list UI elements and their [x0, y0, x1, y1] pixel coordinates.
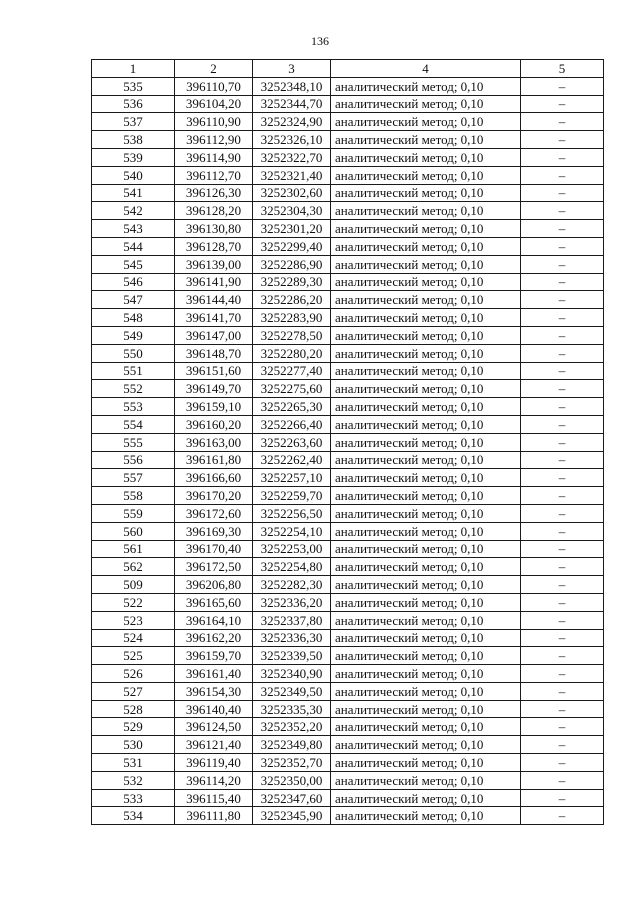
y-coordinate-cell: 3252282,30	[253, 576, 331, 594]
method-cell: аналитический метод; 0,10	[331, 754, 521, 772]
point-number-cell: 551	[92, 362, 175, 380]
point-number-cell: 535	[92, 77, 175, 95]
point-number-cell: 560	[92, 522, 175, 540]
method-cell: аналитический метод; 0,10	[331, 184, 521, 202]
x-coordinate-cell: 396128,70	[175, 237, 253, 255]
note-cell: –	[521, 326, 604, 344]
table-row	[92, 558, 604, 576]
column-header-2: 2	[175, 60, 253, 78]
note-cell: –	[521, 273, 604, 291]
method-cell: аналитический метод; 0,10	[331, 148, 521, 166]
y-coordinate-cell: 3252344,70	[253, 95, 331, 113]
column-header-4: 4	[331, 60, 521, 78]
point-number-cell: 534	[92, 807, 175, 825]
note-cell: –	[521, 148, 604, 166]
x-coordinate-cell: 396148,70	[175, 344, 253, 362]
x-coordinate-cell: 396159,10	[175, 398, 253, 416]
table-row	[92, 184, 604, 202]
table-row	[92, 273, 604, 291]
x-coordinate-cell: 396110,70	[175, 77, 253, 95]
point-number-cell: 547	[92, 291, 175, 309]
x-coordinate-cell: 396147,00	[175, 326, 253, 344]
note-cell: –	[521, 344, 604, 362]
method-cell: аналитический метод; 0,10	[331, 309, 521, 327]
point-number-cell: 530	[92, 736, 175, 754]
note-cell: –	[521, 558, 604, 576]
table-row	[92, 255, 604, 273]
table-row	[92, 611, 604, 629]
note-cell: –	[521, 522, 604, 540]
note-cell: –	[521, 291, 604, 309]
method-cell: аналитический метод; 0,10	[331, 255, 521, 273]
y-coordinate-cell: 3252302,60	[253, 184, 331, 202]
table-row	[92, 807, 604, 825]
table-row	[92, 362, 604, 380]
y-coordinate-cell: 3252286,90	[253, 255, 331, 273]
method-cell: аналитический метод; 0,10	[331, 540, 521, 558]
table-row	[92, 326, 604, 344]
y-coordinate-cell: 3252335,30	[253, 700, 331, 718]
table-body	[92, 77, 604, 824]
y-coordinate-cell: 3252304,30	[253, 202, 331, 220]
x-coordinate-cell: 396119,40	[175, 754, 253, 772]
y-coordinate-cell: 3252254,10	[253, 522, 331, 540]
x-coordinate-cell: 396124,50	[175, 718, 253, 736]
point-number-cell: 538	[92, 131, 175, 149]
y-coordinate-cell: 3252254,80	[253, 558, 331, 576]
y-coordinate-cell: 3252349,80	[253, 736, 331, 754]
x-coordinate-cell: 396141,90	[175, 273, 253, 291]
x-coordinate-cell: 396121,40	[175, 736, 253, 754]
method-cell: аналитический метод; 0,10	[331, 291, 521, 309]
y-coordinate-cell: 3252256,50	[253, 504, 331, 522]
note-cell: –	[521, 504, 604, 522]
y-coordinate-cell: 3252286,20	[253, 291, 331, 309]
y-coordinate-cell: 3252350,00	[253, 771, 331, 789]
method-cell: аналитический метод; 0,10	[331, 647, 521, 665]
point-number-cell: 556	[92, 451, 175, 469]
y-coordinate-cell: 3252289,30	[253, 273, 331, 291]
table-row	[92, 451, 604, 469]
note-cell: –	[521, 202, 604, 220]
x-coordinate-cell: 396162,20	[175, 629, 253, 647]
y-coordinate-cell: 3252301,20	[253, 220, 331, 238]
point-number-cell: 553	[92, 398, 175, 416]
table-row	[92, 309, 604, 327]
point-number-cell: 529	[92, 718, 175, 736]
table-row	[92, 148, 604, 166]
x-coordinate-cell: 396104,20	[175, 95, 253, 113]
y-coordinate-cell: 3252266,40	[253, 415, 331, 433]
method-cell: аналитический метод; 0,10	[331, 789, 521, 807]
method-cell: аналитический метод; 0,10	[331, 487, 521, 505]
note-cell: –	[521, 166, 604, 184]
point-number-cell: 522	[92, 593, 175, 611]
method-cell: аналитический метод; 0,10	[331, 558, 521, 576]
y-coordinate-cell: 3252347,60	[253, 789, 331, 807]
method-cell: аналитический метод; 0,10	[331, 344, 521, 362]
x-coordinate-cell: 396112,90	[175, 131, 253, 149]
point-number-cell: 557	[92, 469, 175, 487]
method-cell: аналитический метод; 0,10	[331, 611, 521, 629]
method-cell: аналитический метод; 0,10	[331, 77, 521, 95]
method-cell: аналитический метод; 0,10	[331, 771, 521, 789]
point-number-cell: 509	[92, 576, 175, 594]
y-coordinate-cell: 3252348,10	[253, 77, 331, 95]
table-row	[92, 398, 604, 416]
method-cell: аналитический метод; 0,10	[331, 220, 521, 238]
x-coordinate-cell: 396164,10	[175, 611, 253, 629]
method-cell: аналитический метод; 0,10	[331, 576, 521, 594]
note-cell: –	[521, 611, 604, 629]
point-number-cell: 552	[92, 380, 175, 398]
x-coordinate-cell: 396110,90	[175, 113, 253, 131]
y-coordinate-cell: 3252336,30	[253, 629, 331, 647]
note-cell: –	[521, 415, 604, 433]
point-number-cell: 524	[92, 629, 175, 647]
point-number-cell: 554	[92, 415, 175, 433]
note-cell: –	[521, 237, 604, 255]
x-coordinate-cell: 396172,60	[175, 504, 253, 522]
method-cell: аналитический метод; 0,10	[331, 95, 521, 113]
x-coordinate-cell: 396163,00	[175, 433, 253, 451]
x-coordinate-cell: 396160,20	[175, 415, 253, 433]
y-coordinate-cell: 3252340,90	[253, 665, 331, 683]
note-cell: –	[521, 576, 604, 594]
note-cell: –	[521, 540, 604, 558]
method-cell: аналитический метод; 0,10	[331, 362, 521, 380]
note-cell: –	[521, 255, 604, 273]
method-cell: аналитический метод; 0,10	[331, 380, 521, 398]
note-cell: –	[521, 113, 604, 131]
table-row	[92, 202, 604, 220]
point-number-cell: 543	[92, 220, 175, 238]
note-cell: –	[521, 487, 604, 505]
note-cell: –	[521, 647, 604, 665]
point-number-cell: 544	[92, 237, 175, 255]
x-coordinate-cell: 396141,70	[175, 309, 253, 327]
x-coordinate-cell: 396149,70	[175, 380, 253, 398]
point-number-cell: 542	[92, 202, 175, 220]
method-cell: аналитический метод; 0,10	[331, 202, 521, 220]
table-row	[92, 700, 604, 718]
x-coordinate-cell: 396172,50	[175, 558, 253, 576]
y-coordinate-cell: 3252299,40	[253, 237, 331, 255]
note-cell: –	[521, 398, 604, 416]
point-number-cell: 526	[92, 665, 175, 683]
point-number-cell: 540	[92, 166, 175, 184]
y-coordinate-cell: 3252336,20	[253, 593, 331, 611]
y-coordinate-cell: 3252324,90	[253, 113, 331, 131]
table-row	[92, 131, 604, 149]
point-number-cell: 555	[92, 433, 175, 451]
column-header-3: 3	[253, 60, 331, 78]
table-row	[92, 718, 604, 736]
table-row	[92, 771, 604, 789]
note-cell: –	[521, 593, 604, 611]
point-number-cell: 549	[92, 326, 175, 344]
method-cell: аналитический метод; 0,10	[331, 700, 521, 718]
method-cell: аналитический метод; 0,10	[331, 736, 521, 754]
point-number-cell: 541	[92, 184, 175, 202]
point-number-cell: 558	[92, 487, 175, 505]
note-cell: –	[521, 682, 604, 700]
note-cell: –	[521, 184, 604, 202]
table-row	[92, 522, 604, 540]
table-row	[92, 789, 604, 807]
point-number-cell: 531	[92, 754, 175, 772]
point-number-cell: 561	[92, 540, 175, 558]
point-number-cell: 550	[92, 344, 175, 362]
method-cell: аналитический метод; 0,10	[331, 469, 521, 487]
note-cell: –	[521, 807, 604, 825]
y-coordinate-cell: 3252277,40	[253, 362, 331, 380]
y-coordinate-cell: 3252352,70	[253, 754, 331, 772]
note-cell: –	[521, 433, 604, 451]
method-cell: аналитический метод; 0,10	[331, 629, 521, 647]
note-cell: –	[521, 220, 604, 238]
x-coordinate-cell: 396161,80	[175, 451, 253, 469]
table-row	[92, 237, 604, 255]
x-coordinate-cell: 396140,40	[175, 700, 253, 718]
method-cell: аналитический метод; 0,10	[331, 807, 521, 825]
table-row	[92, 95, 604, 113]
note-cell: –	[521, 309, 604, 327]
x-coordinate-cell: 396169,30	[175, 522, 253, 540]
table-row	[92, 166, 604, 184]
method-cell: аналитический метод; 0,10	[331, 237, 521, 255]
method-cell: аналитический метод; 0,10	[331, 665, 521, 683]
method-cell: аналитический метод; 0,10	[331, 522, 521, 540]
table-row	[92, 736, 604, 754]
y-coordinate-cell: 3252339,50	[253, 647, 331, 665]
x-coordinate-cell: 396126,30	[175, 184, 253, 202]
table-row	[92, 380, 604, 398]
note-cell: –	[521, 789, 604, 807]
x-coordinate-cell: 396165,60	[175, 593, 253, 611]
note-cell: –	[521, 451, 604, 469]
table-row	[92, 647, 604, 665]
point-number-cell: 548	[92, 309, 175, 327]
method-cell: аналитический метод; 0,10	[331, 166, 521, 184]
page-number: 136	[311, 34, 329, 48]
note-cell: –	[521, 771, 604, 789]
table-row	[92, 469, 604, 487]
y-coordinate-cell: 3252253,00	[253, 540, 331, 558]
point-number-cell: 537	[92, 113, 175, 131]
method-cell: аналитический метод; 0,10	[331, 433, 521, 451]
x-coordinate-cell: 396115,40	[175, 789, 253, 807]
x-coordinate-cell: 396161,40	[175, 665, 253, 683]
table-row	[92, 487, 604, 505]
x-coordinate-cell: 396139,00	[175, 255, 253, 273]
table-row	[92, 629, 604, 647]
note-cell: –	[521, 362, 604, 380]
column-header-5: 5	[521, 60, 604, 78]
table-row	[92, 593, 604, 611]
x-coordinate-cell: 396166,60	[175, 469, 253, 487]
y-coordinate-cell: 3252280,20	[253, 344, 331, 362]
y-coordinate-cell: 3252345,90	[253, 807, 331, 825]
method-cell: аналитический метод; 0,10	[331, 504, 521, 522]
method-cell: аналитический метод; 0,10	[331, 113, 521, 131]
note-cell: –	[521, 131, 604, 149]
point-number-cell: 539	[92, 148, 175, 166]
x-coordinate-cell: 396112,70	[175, 166, 253, 184]
table-row	[92, 576, 604, 594]
y-coordinate-cell: 3252349,50	[253, 682, 331, 700]
note-cell: –	[521, 736, 604, 754]
x-coordinate-cell: 396159,70	[175, 647, 253, 665]
method-cell: аналитический метод; 0,10	[331, 718, 521, 736]
point-number-cell: 523	[92, 611, 175, 629]
point-number-cell: 562	[92, 558, 175, 576]
method-cell: аналитический метод; 0,10	[331, 593, 521, 611]
note-cell: –	[521, 95, 604, 113]
column-header-1: 1	[92, 60, 175, 78]
y-coordinate-cell: 3252275,60	[253, 380, 331, 398]
y-coordinate-cell: 3252259,70	[253, 487, 331, 505]
table-header-row	[92, 60, 604, 78]
note-cell: –	[521, 718, 604, 736]
note-cell: –	[521, 754, 604, 772]
method-cell: аналитический метод; 0,10	[331, 398, 521, 416]
table-row	[92, 344, 604, 362]
x-coordinate-cell: 396111,80	[175, 807, 253, 825]
y-coordinate-cell: 3252321,40	[253, 166, 331, 184]
point-number-cell: 525	[92, 647, 175, 665]
note-cell: –	[521, 469, 604, 487]
x-coordinate-cell: 396128,20	[175, 202, 253, 220]
table-row	[92, 220, 604, 238]
table-row	[92, 291, 604, 309]
note-cell: –	[521, 665, 604, 683]
note-cell: –	[521, 77, 604, 95]
x-coordinate-cell: 396151,60	[175, 362, 253, 380]
y-coordinate-cell: 3252337,80	[253, 611, 331, 629]
point-number-cell: 536	[92, 95, 175, 113]
y-coordinate-cell: 3252278,50	[253, 326, 331, 344]
y-coordinate-cell: 3252257,10	[253, 469, 331, 487]
note-cell: –	[521, 629, 604, 647]
y-coordinate-cell: 3252263,60	[253, 433, 331, 451]
method-cell: аналитический метод; 0,10	[331, 682, 521, 700]
point-number-cell: 532	[92, 771, 175, 789]
note-cell: –	[521, 380, 604, 398]
table-row	[92, 665, 604, 683]
x-coordinate-cell: 396130,80	[175, 220, 253, 238]
point-number-cell: 528	[92, 700, 175, 718]
table-row	[92, 415, 604, 433]
x-coordinate-cell: 396114,20	[175, 771, 253, 789]
point-number-cell: 546	[92, 273, 175, 291]
method-cell: аналитический метод; 0,10	[331, 131, 521, 149]
x-coordinate-cell: 396144,40	[175, 291, 253, 309]
x-coordinate-cell: 396170,40	[175, 540, 253, 558]
y-coordinate-cell: 3252326,10	[253, 131, 331, 149]
y-coordinate-cell: 3252352,20	[253, 718, 331, 736]
method-cell: аналитический метод; 0,10	[331, 415, 521, 433]
method-cell: аналитический метод; 0,10	[331, 451, 521, 469]
table-row	[92, 504, 604, 522]
y-coordinate-cell: 3252283,90	[253, 309, 331, 327]
x-coordinate-cell: 396206,80	[175, 576, 253, 594]
note-cell: –	[521, 700, 604, 718]
y-coordinate-cell: 3252322,70	[253, 148, 331, 166]
table-row	[92, 113, 604, 131]
point-number-cell: 527	[92, 682, 175, 700]
x-coordinate-cell: 396170,20	[175, 487, 253, 505]
table-row	[92, 433, 604, 451]
point-number-cell: 545	[92, 255, 175, 273]
point-number-cell: 533	[92, 789, 175, 807]
x-coordinate-cell: 396114,90	[175, 148, 253, 166]
y-coordinate-cell: 3252262,40	[253, 451, 331, 469]
table-row	[92, 682, 604, 700]
coordinates-table	[91, 59, 604, 825]
point-number-cell: 559	[92, 504, 175, 522]
x-coordinate-cell: 396154,30	[175, 682, 253, 700]
table-row	[92, 77, 604, 95]
method-cell: аналитический метод; 0,10	[331, 273, 521, 291]
table-row	[92, 754, 604, 772]
method-cell: аналитический метод; 0,10	[331, 326, 521, 344]
y-coordinate-cell: 3252265,30	[253, 398, 331, 416]
table-row	[92, 540, 604, 558]
